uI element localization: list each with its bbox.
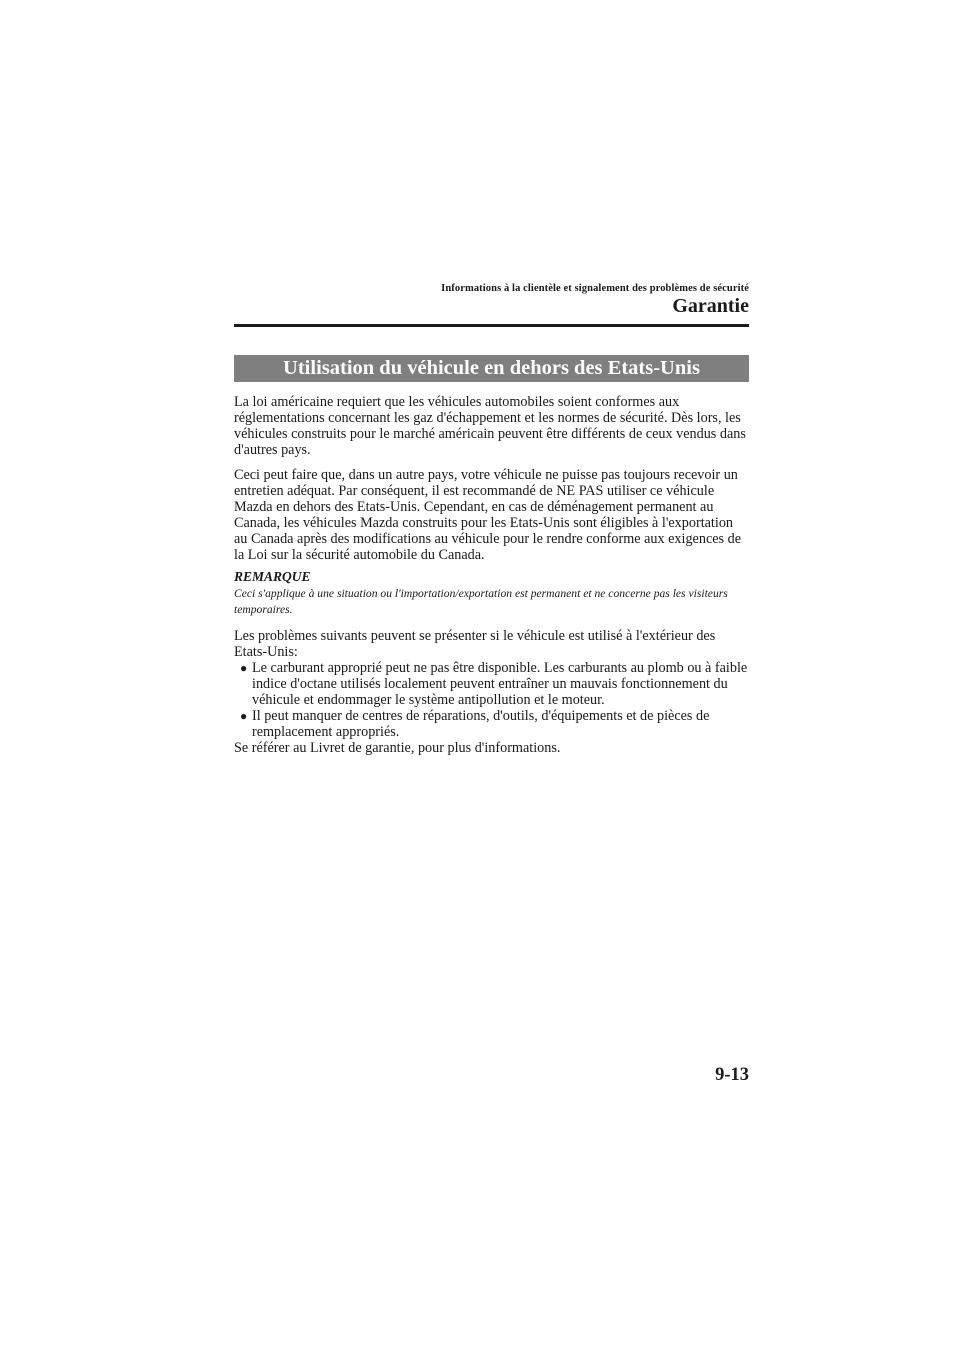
bullet-icon: ●: [240, 709, 248, 724]
list-item: [234, 660, 749, 708]
page-number: 9-13: [715, 1065, 749, 1085]
problems-list: [234, 660, 749, 740]
bullet-icon: ●: [240, 661, 248, 675]
paragraph-maintenance-canada: Ceci peut faire que, dans un autre pays, votre véhicule ne puisse pas toujours recevoir un entretien adéquat. Par conséquent, il est recommandé de NE PAS utiliser ce véhicule Mazda en dehors des Etats-Unis. Cependant, en cas de déménagement permanent au Canada, les véhicules Mazda construits pour les Etats-Unis sont éligibles à l'exportation au Canada après des modifications au véhicule pour le rendre conforme aux exigences de la Loi sur la sécurité automobile du Canada.: [234, 467, 741, 564]
list-item-text: Il peut manquer de centres de réparations, d'outils, d'équipements et de pièces de remplacement appropriés.: [252, 708, 710, 741]
paragraph-us-law: La loi américaine requiert que les véhicules automobiles soient conformes aux réglementations concernant les gaz d'échappement et les normes de sécurité. Dès lors, les véhicules construits pour le marché américain peuvent être différents de ceux vendus dans d'autres pays.: [234, 394, 746, 459]
list-item: [234, 708, 749, 740]
paragraph-warranty-reference: Se référer au Livret de garantie, pour plus d'informations.: [234, 740, 561, 756]
section-title: Utilisation du véhicule en dehors des Etats-Unis: [234, 355, 749, 382]
list-item-text: Le carburant approprié peut ne pas être disponible. Les carburants au plomb ou à faible indice d'octane utilisés localement peuvent entraîner un mauvais fonctionnement du véhicule et endommager le système antipollution et le moteur.: [252, 660, 748, 709]
chapter-title: Garantie: [672, 295, 749, 317]
header-rule: [234, 324, 749, 327]
note-text: Ceci s'applique à une situation ou l'importation/exportation est permanent et ne concerne pas les visiteurs temporaires.: [234, 587, 728, 616]
paragraph-problems-intro: Les problèmes suivants peuvent se présenter si le véhicule est utilisé à l'extérieur des Etats-Unis:: [234, 628, 716, 661]
note-label: REMARQUE: [234, 569, 311, 584]
running-head: Informations à la clientèle et signalement des problèmes de sécurité: [441, 283, 749, 294]
